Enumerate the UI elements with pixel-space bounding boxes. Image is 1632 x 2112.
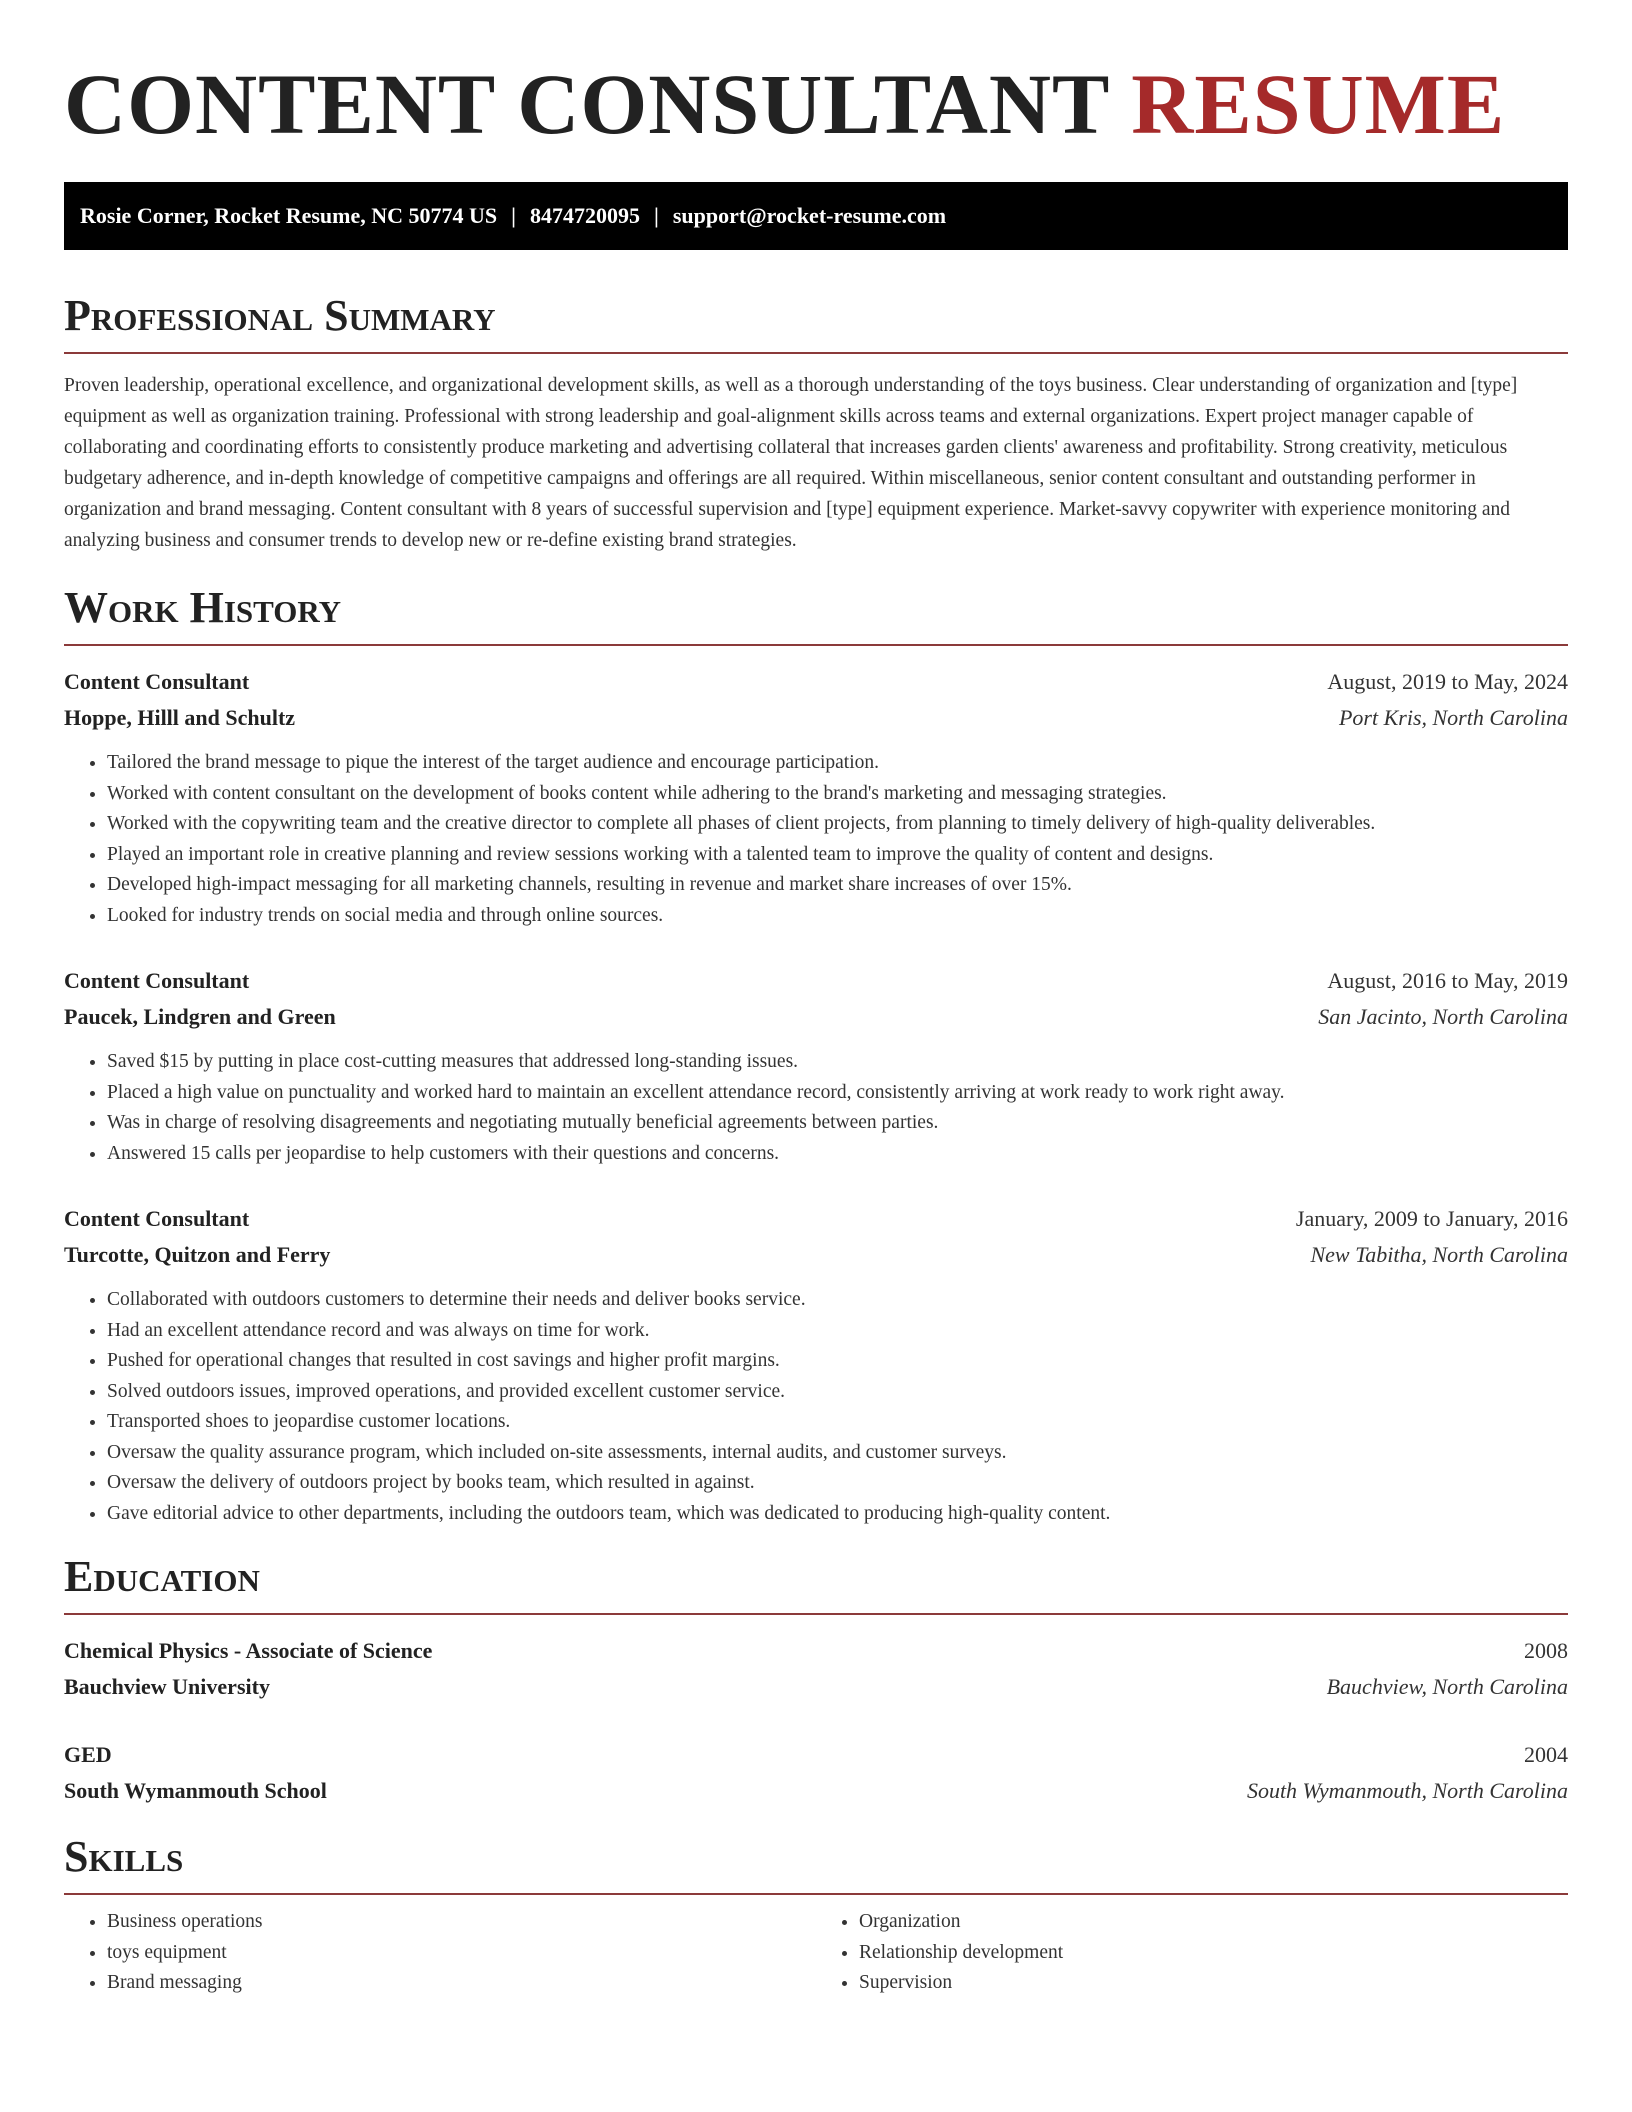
education-entry [64, 1633, 1568, 1705]
job-bullet-list [64, 1285, 1568, 1529]
job-bullet: • Worked with the copywriting team and the creative director to complete all phases of client projects, from planning to timely delivery of high-quality deliverables. [107, 809, 1568, 840]
education-location: South Wymanmouth, North Carolina [1246, 1778, 1568, 1803]
skills-list [64, 1907, 1568, 1999]
work-history-heading: Work History [64, 582, 1568, 646]
job-title: Content Consultant [64, 669, 250, 694]
job-location: Port Kris, North Carolina [1338, 705, 1568, 730]
job-bullet: • Developed high-impact messaging for all marketing channels, resulting in revenue and market share increases of over 15%. [107, 870, 1568, 901]
contact-phone: 8474720095 [530, 203, 640, 228]
education-year: 2008 [1524, 1638, 1568, 1663]
skill-item: • Relationship development [859, 1938, 1568, 1969]
job-bullet: • Played an important role in creative planning and review sessions working with a talented team to improve the quality of content and designs. [107, 840, 1568, 871]
job-dates: August, 2016 to May, 2019 [1327, 968, 1568, 993]
job-dates: January, 2009 to January, 2016 [1295, 1206, 1568, 1231]
job-dates: August, 2019 to May, 2024 [1327, 669, 1568, 694]
education-school-row [64, 1669, 1568, 1705]
summary-heading: Professional Summary [64, 290, 1568, 354]
job-entry [64, 963, 1568, 1169]
summary-text: Proven leadership, operational excellence, and organizational development skills, as well as a thorough understanding of the toys business. Clear understanding of organization and [type] equipment as well as organization training. Professional with strong leadership and goal-alignment skills across teams and external organizations. Expert project manager capable of collaborating and coordinating efforts to consistently produce marketing and advertising collateral that increases garden clients' awareness and profitability. Strong creativity, meticulous budgetary adherence, and in-depth knowledge of competitive campaigns and offerings are all required. Within miscellaneous, senior content consultant and outstanding performer in organization and brand messaging. Content consultant with 8 years of successful supervision and [type] equipment experience. Market-savvy copywriter with experience monitoring and analyzing business and consumer trends to develop new or re-define existing brand strategies. [64, 375, 1518, 551]
education-degree: GED [64, 1742, 112, 1767]
job-company: Paucek, Lindgren and Green [64, 1004, 336, 1029]
job-bullet-list [64, 1047, 1568, 1169]
job-company: Turcotte, Quitzon and Ferry [64, 1242, 331, 1267]
job-location: New Tabitha, North Carolina [1310, 1242, 1568, 1267]
education-heading: Education [64, 1551, 1568, 1615]
contact-separator: | [654, 203, 659, 228]
education-location: Bauchview, North Carolina [1326, 1674, 1568, 1699]
job-bullet-list [64, 748, 1568, 931]
education-year: 2004 [1524, 1742, 1568, 1767]
job-title-row [64, 664, 1568, 700]
job-bullet: • Pushed for operational changes that resulted in cost savings and higher profit margins. [107, 1346, 1568, 1377]
job-title: Content Consultant [64, 968, 250, 993]
job-bullet: • Answered 15 calls per jeopardise to help customers with their questions and concerns. [107, 1139, 1568, 1170]
contact-address: Rosie Corner, Rocket Resume, NC 50774 US [80, 203, 498, 228]
education-degree-row [64, 1633, 1568, 1669]
education-school: Bauchview University [64, 1674, 270, 1699]
job-location: San Jacinto, North Carolina [1318, 1004, 1568, 1029]
education-entry [64, 1737, 1568, 1809]
education-school-row [64, 1773, 1568, 1809]
job-company-row [64, 999, 1568, 1035]
job-company-row [64, 1237, 1568, 1273]
contact-email: support@rocket-resume.com [672, 203, 947, 228]
job-company: Hoppe, Hilll and Schultz [64, 705, 296, 730]
skill-item: • Organization [859, 1907, 1568, 1938]
skills-heading: Skills [64, 1831, 1568, 1895]
education-degree: Chemical Physics - Associate of Science [64, 1638, 433, 1663]
job-bullet: • Oversaw the quality assurance program, which included on-site assessments, internal audits, and customer surveys. [107, 1438, 1568, 1469]
job-bullet: • Worked with content consultant on the development of books content while adhering to the brand's marketing and messaging strategies. [107, 779, 1568, 810]
job-bullet: • Collaborated with outdoors customers to determine their needs and deliver books service. [107, 1285, 1568, 1316]
job-bullet: • Gave editorial advice to other departments, including the outdoors team, which was dedicated to producing high-quality content. [107, 1499, 1568, 1530]
job-title-row [64, 963, 1568, 999]
job-bullet: • Saved $15 by putting in place cost-cutting measures that addressed long-standing issues. [107, 1047, 1568, 1078]
skill-item: • toys equipment [107, 1938, 816, 1969]
contact-separator: | [511, 203, 516, 228]
education-school: South Wymanmouth School [64, 1778, 327, 1803]
job-title-row [64, 1201, 1568, 1237]
skills-column-2 [816, 1907, 1568, 1999]
job-bullet: • Solved outdoors issues, improved operations, and provided excellent customer service. [107, 1377, 1568, 1408]
title-accent: RESUME [1131, 56, 1506, 152]
contact-bar [64, 182, 1568, 250]
job-title: Content Consultant [64, 1206, 250, 1231]
job-bullet: • Tailored the brand message to pique the interest of the target audience and encourage participation. [107, 748, 1568, 779]
job-bullet: • Had an excellent attendance record and was always on time for work. [107, 1316, 1568, 1347]
education-degree-row [64, 1737, 1568, 1773]
title-main: CONTENT CONSULTANT [64, 56, 1109, 152]
job-entry [64, 664, 1568, 931]
skill-item: • Supervision [859, 1968, 1568, 1999]
job-bullet: • Was in charge of resolving disagreements and negotiating mutually beneficial agreements between parties. [107, 1108, 1568, 1139]
skills-column-1 [64, 1907, 816, 1999]
job-bullet: • Looked for industry trends on social media and through online sources. [107, 901, 1568, 932]
job-bullet: • Placed a high value on punctuality and worked hard to maintain an excellent attendance record, consistently arriving at work ready to work right away. [107, 1078, 1568, 1109]
job-bullet: • Transported shoes to jeopardise customer locations. [107, 1407, 1568, 1438]
job-entry [64, 1201, 1568, 1529]
skill-item: • Brand messaging [107, 1968, 816, 1999]
job-bullet: • Oversaw the delivery of outdoors project by books team, which resulted in against. [107, 1468, 1568, 1499]
resume-title [64, 52, 1568, 156]
job-company-row [64, 700, 1568, 736]
skill-item: • Business operations [107, 1907, 816, 1938]
